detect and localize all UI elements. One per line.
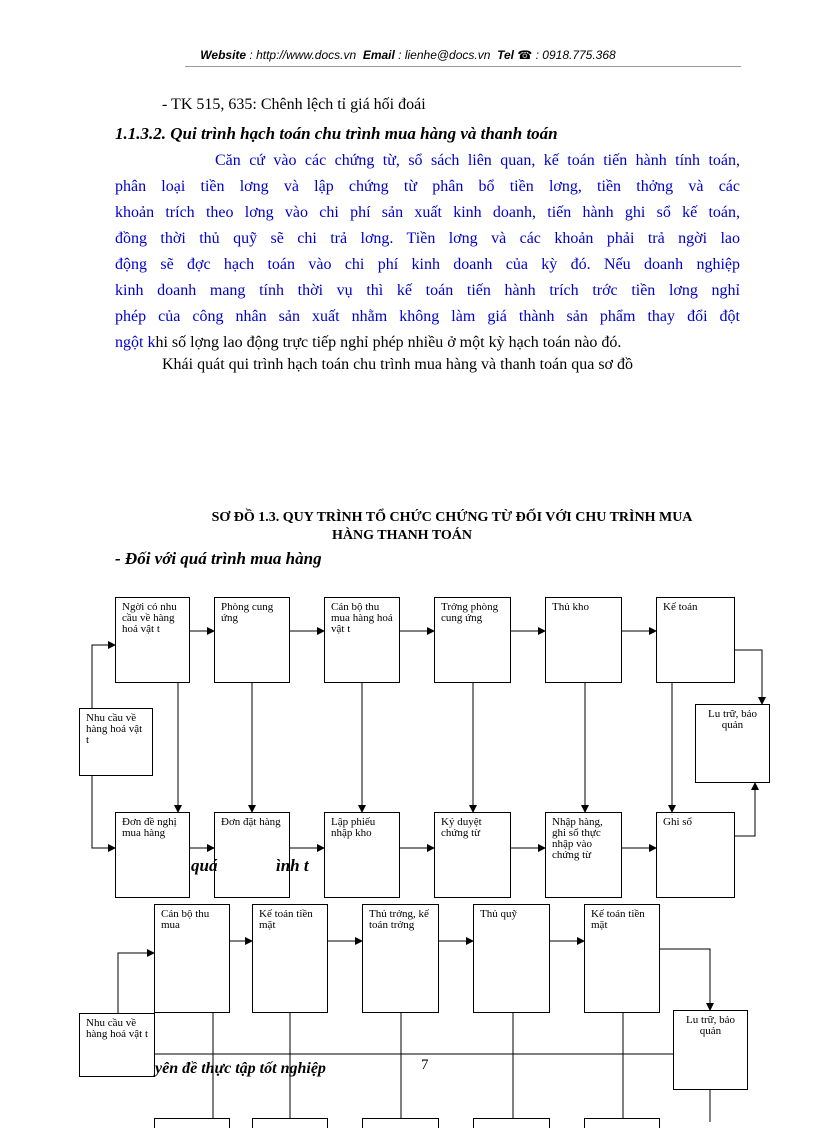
d1-box-purchase-order: Đơn đặt hàng [214,812,290,898]
d2-box-cash-accountant-2: Kế toán tiền mặt [584,904,660,1013]
d1-box-purchase-request: Đơn đề nghị mua hàng [115,812,190,898]
section-heading: 1.1.3.2. Qui trình hạch toán chu trình mua hàng và thanh toán [115,124,558,143]
para-line-6: kinh doanh mang tính thời vụ thì kế toán tiến hành trích trớc tiền lơng nghỉ [115,282,740,299]
diagram-title-2: HÀNG THANH TOÁN [331,528,473,543]
d1-box-procurement-head: Trởng phòng cung ứng [434,597,511,683]
d2-bottom-box-2 [252,1118,328,1128]
tk-line: - TK 515, 635: Chênh lệch tỉ giá hối đoái [162,96,426,113]
d2-box-demand: Nhu cầu về hàng hoá vật t [79,1013,155,1077]
d1-box-warehouse: Thủ kho [545,597,622,683]
d1-box-demand: Nhu cầu về hàng hoá vật t [79,708,153,776]
footer-fragment: yên đề thực tập tốt nghiệp [155,1060,326,1077]
d2-box-purchaser: Cán bộ thu mua [154,904,230,1013]
d2-box-storage: Lu trữ, bảo quản [673,1010,748,1090]
website-value: : http://www.docs.vn [249,48,357,62]
d1-box-accountant: Kế toán [656,597,735,683]
d2-bottom-box-3 [362,1118,439,1128]
email-value: : lienhe@docs.vn [398,48,491,62]
phone-icon: ☎ [517,48,533,62]
d2-bottom-box-5 [584,1118,660,1128]
overlap-fragment-1: quá [191,856,218,875]
d1-box-approve-docs: Ký duyệt chứng từ [434,812,511,898]
d2-bottom-box-1 [154,1118,230,1128]
d2-box-chief: Thủ trởng, kế toán trởng [362,904,439,1013]
subheading: - Đối với quá trình mua hàng [115,549,322,568]
para-line-8-black: hi số lợng lao động trực tiếp nghỉ phép nhiều ở một kỳ hạch toán nào đó. [155,334,622,351]
d2-bottom-box-4 [473,1118,550,1128]
para-line-4: đồng thời thủ quỹ sẽ chi trả lơng. Tiền lơng và các khoản phải trả ngời lao [115,230,740,247]
d1-box-requester: Ngời có nhu cầu về hàng hoá vật t [115,597,190,683]
d2-box-cashier: Thủ quỹ [473,904,550,1013]
tel-value: : 0918.775.368 [535,48,616,62]
tel-label: Tel [497,48,514,62]
para-line-2: phân loại tiền lơng và lập chứng từ phân bổ tiền lơng, tiền thởng và các [115,178,740,195]
para-line-8-blue: ngột k [115,334,156,351]
para-line-3: khoản trích theo lơng vào chi phí sản xuất kinh doanh, tiến hành ghi sổ kế toán, [115,204,740,221]
para-line-1: Căn cứ vào các chứng từ, sổ sách liên quan, kế toán tiến hành tính toán, [215,152,740,169]
overlap-fragment-2: ình t [276,856,309,875]
d1-box-purchaser: Cán bộ thu mua hàng hoá vật t [324,597,400,683]
d1-box-storage: Lu trữ, bảo quản [695,704,770,783]
para-line-7: phép của công nhân sản xuất nhằm không làm giá thành sản phẩm thay đổi đột [115,308,740,325]
d1-box-receipt-slip: Lập phiếu nhập kho [324,812,400,898]
d1-box-procurement: Phòng cung ứng [214,597,290,683]
para-line-5: động sẽ đợc hạch toán vào chi phí kinh doanh của kỳ đó. Nếu doanh nghiệp [115,256,740,273]
d1-box-bookkeeping: Ghi sổ [656,812,735,898]
page-number: 7 [421,1057,429,1073]
website-label: Website [200,48,247,62]
overview-line: Khái quát qui trình hạch toán chu trình mua hàng và thanh toán qua sơ đồ [162,356,634,373]
email-label: Email [362,48,395,62]
diagram-title-1: SƠ ĐỒ 1.3. QUY TRÌNH TỔ CHỨC CHỨNG TỪ ĐỐI VỚI CHU TRÌNH MUA [211,510,693,525]
d2-box-cash-accountant: Kế toán tiền mặt [252,904,328,1013]
d1-box-goods-receipt: Nhập hàng, ghi sổ thực nhập vào chứng từ [545,812,622,898]
